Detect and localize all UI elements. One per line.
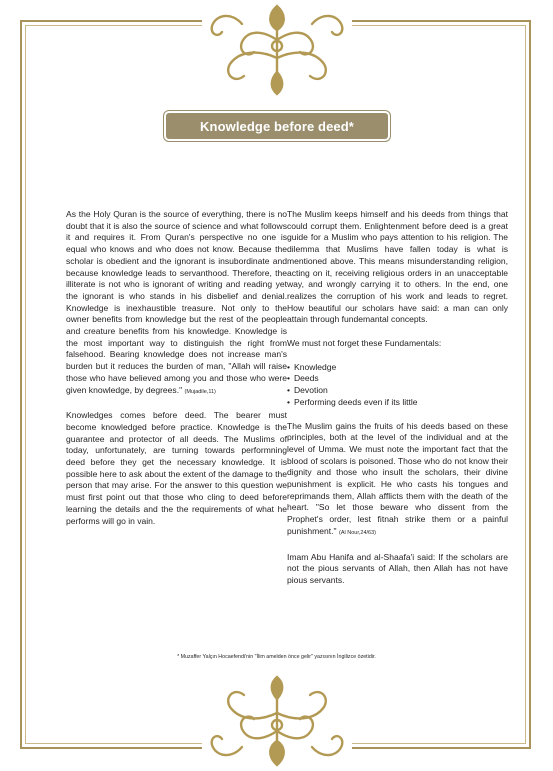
left-column xyxy=(66,209,287,539)
paragraph: Imam Abu Hanifa and al-Shaafa'i said: If the scholars are not the pious servants of Allah, then Allah has not have pious servants. xyxy=(287,551,508,585)
paragraph-text: As the Holy Quran is the source of everything, there is no doubt that it is also the source of science and what follows it and requires it. From Quran's perspective no one is equal who knows and who does not know. Because the scholar is obedient and the ignorant is insubordinate and because knowledge leads to servanthood. Therefore, the illiterate is not who is ignorant of writing and reading yet the ignorant is who stands in his disbelief and denial. Knowledge is inexhaustible treasure. Not only to the owner benefits from knowledge but the rest of the people and creature benefits from his knowledge. Knowledge is the most important way to distinguish the right from falsehood. Bearing knowledge does not increase man's burden but it reduces the burden of man, "Allah will raise those who have believed among you and those who were given knowledge, by degrees." xyxy=(66,209,287,395)
paragraph: The Muslim keeps himself and his deeds from things that could corrupt them. Enlightenment before deed is a great guide for a Muslim who pays attention to his religion. The dilemma that Muslims have fallen today is what is mentioned above. This means misunderstanding religion, acting on it, receiving religious orders in an unacceptable way, and wrongly carrying it to others. In the end, one realizes the corruption of his work and leads to regret. How beautiful our scholars have said: a man can only attain through fundemantal concepts. xyxy=(287,209,508,325)
title-banner xyxy=(166,113,388,139)
paragraph xyxy=(66,209,287,398)
paragraph xyxy=(287,421,508,540)
ornament-bottom-icon xyxy=(202,673,352,771)
list-item: • Deeds xyxy=(287,373,508,385)
ornament-top-icon xyxy=(202,0,352,98)
footnote: * Muzaffer Yalçın Hocaefendi'nin "İlim amelden önce gelir" yazısının İngilizce özetidir. xyxy=(177,654,376,660)
paragraph: We must not forget these Fundamentals: xyxy=(287,338,442,349)
paragraph-text: The Muslim gains the fruits of his deeds based on these principles, both at the level of the individual and at the level of Umma. We must note the important fact that the blood of scolars is poisoned. Those who do not know their dignity and those who insult the scholars, their divine punishment is explicit. He who casts his tongues and reprimands them, Allah afflicts them with the death of the heart. "So let those beware who dissent from the Prophet's order, lest fitnah strike them or a painful punishment." xyxy=(287,420,508,536)
list-item: • Devotion xyxy=(287,385,508,397)
fundamentals-list xyxy=(287,362,508,409)
page-title: Knowledge before deed* xyxy=(200,118,354,134)
list-item: • Knowledge xyxy=(287,362,508,374)
reference: (Al Nour,24/63) xyxy=(338,529,376,536)
paragraph: Knowledges comes before deed. The bearer must become knowledged before practice. Knowledge is the guarantee and protector of all deeds. The Muslims of today, unfortunately, are turning towards performning deed before they get the necessary knowledge. It is possible here to ask about the extent of the damage to the person that may arise. For the answer to this question we must first point out that those who cling to deed before learning the details and the the requirements of what he performs will go in vain. xyxy=(66,410,287,526)
reference: (Mujadile,11) xyxy=(184,388,216,395)
right-column xyxy=(287,209,508,599)
list-item: • Performing deeds even if its little xyxy=(287,397,508,409)
